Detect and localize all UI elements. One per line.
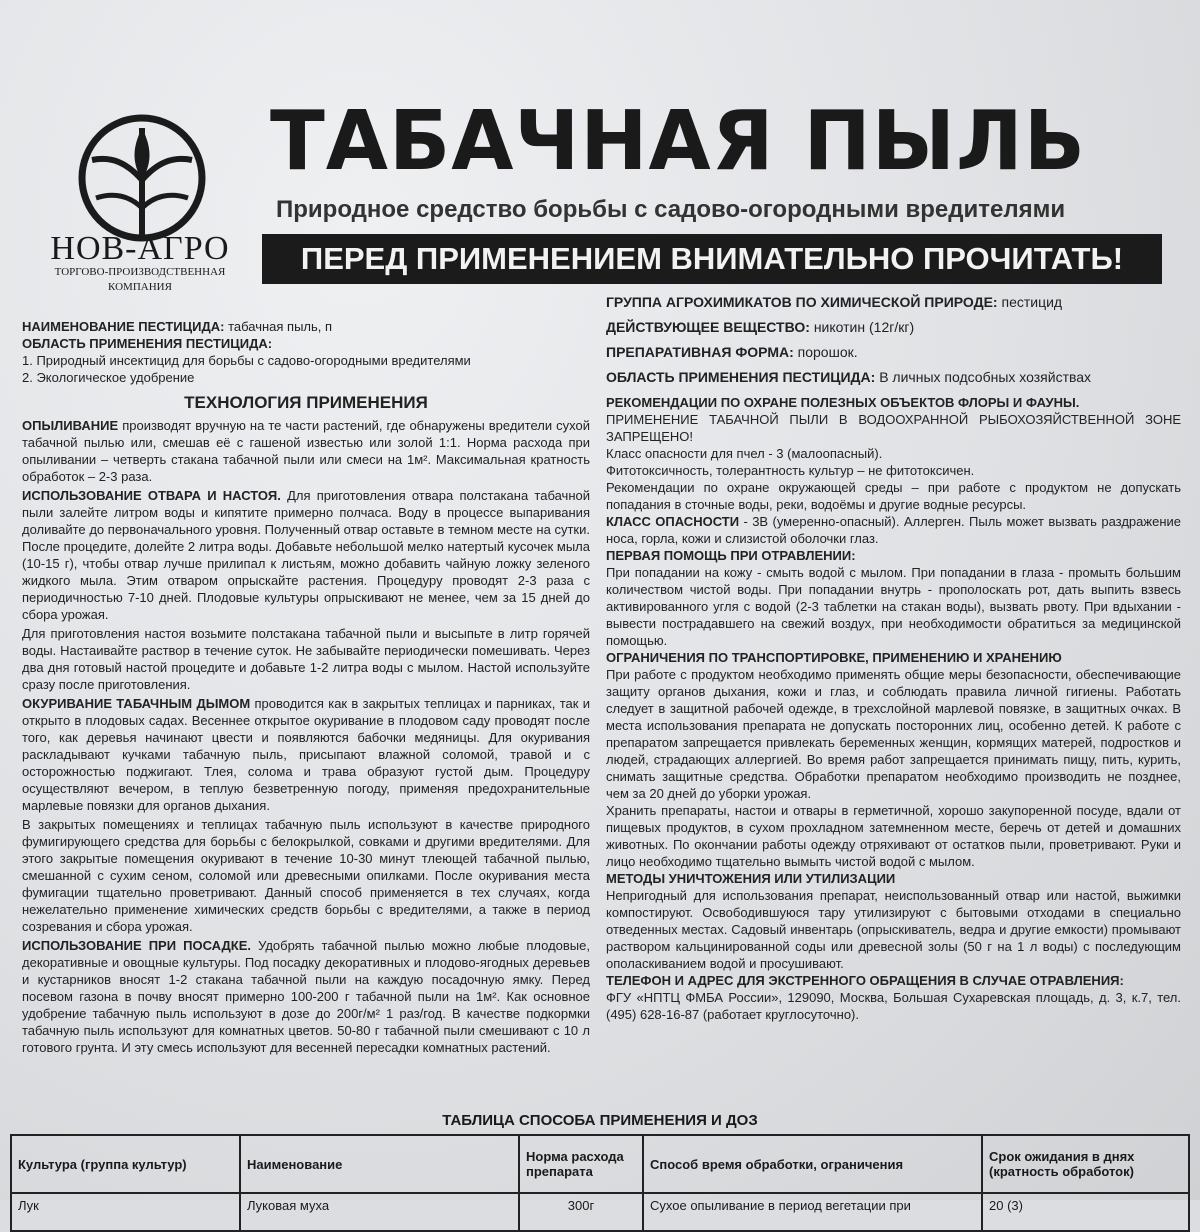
- first-aid-text: При попадании на кожу - смыть водой с мылом. При попадании в глаза - промыть большим количеством чистой воды. При попадании внутрь - прополоскать рот, дать выпить взвесь активированного угля с водой (2-3 таблетки на стакан воды), вызвать рвоту. При вдыхании - вывести пострадавшего на свежий воздух, при необходимости обратиться за медицинской помощью.: [606, 565, 1181, 648]
- table-header-crop: Культура (группа культур): [11, 1135, 240, 1193]
- emergency-contact-label: ТЕЛЕФОН И АДРЕС ДЛЯ ЭКСТРЕННОГО ОБРАЩЕНИЯ В СЛУЧАЕ ОТРАВЛЕНИЯ:: [606, 973, 1124, 988]
- table-header-rate: Норма расхода препарата: [519, 1135, 643, 1193]
- formulation-value: порошок.: [797, 344, 858, 360]
- left-column: [22, 318, 590, 1056]
- fumigation-text: проводится как в закрытых теплицах и парниках, так и открыто в плодовых садах. Весеннее открытое окуривание в плодовом саду проводят после того, как деревья начинают цвести и появляются бабочки медяницы. Для окуривания раскладывают кучками табачную пыль, присыпают влажной соломой, травой и с осторожностью поджигают. Тлея, солома и трава образуют густой дым. Процедуру осуществляют вечером, в теплую безветренную погоду, применяя предохранительные марлевые повязки для органов дыхания.: [22, 696, 590, 813]
- application-area-item-2: 2. Экологическое удобрение: [22, 370, 195, 385]
- application-area-label: ОБЛАСТЬ ПРИМЕНЕНИЯ ПЕСТИЦИДА:: [22, 336, 273, 351]
- dosage-table: [10, 1134, 1190, 1232]
- greenhouse-text: В закрытых помещениях и теплицах табачную пыль используют в качестве природного фумигирующего средства для борьбы с белокрылкой, совками и другими вредителями. Для этого закрытые помещения окуривают в течение 10-30 минут тлеющей табачной пылью, смешанной с сухим сеном, соломой или древесными опилками. После окуривания места фумигации тщательно проветривают. Данный способ применяется в тех случаях, когда нежелательно применение химических средств борьбы с вредителями, а также в период созревания и сбора урожая.: [22, 817, 590, 934]
- table-cell-waiting: 20 (3): [982, 1193, 1189, 1231]
- product-subtitle: Природное средство борьбы с садово-огородными вредителями: [276, 196, 1066, 223]
- first-aid-label: ПЕРВАЯ ПОМОЩЬ ПРИ ОТРАВЛЕНИИ:: [606, 548, 856, 563]
- agrochem-group-label: ГРУППА АГРОХИМИКАТОВ ПО ХИМИЧЕСКОЙ ПРИРОДЕ:: [606, 294, 998, 310]
- pesticide-name-label: НАИМЕНОВАНИЕ ПЕСТИЦИДА:: [22, 319, 225, 334]
- table-cell-method: Сухое опыливание в период вегетации при: [643, 1193, 982, 1231]
- infusion-text: Для приготовления настоя возьмите полстакана табачной пыли и высыпьте в литр горячей воды. Настаивайте раствор в течение суток. Не забывайте периодически помешивать. Через два дня готовый настой процедите и добавьте 1-2 литра воды с мылом. Настой используйте сразу после приготовления.: [22, 626, 590, 692]
- usage-area-label: ОБЛАСТЬ ПРИМЕНЕНИЯ ПЕСТИЦИДА:: [606, 369, 876, 385]
- transport-limits-text: При работе с продуктом необходимо применять общие меры безопасности, обеспечивающие защиту органов дыхания, кожи и глаз, и соблюдать правила личной гигиены. Работать следует в защитной рабочей одежде, в трехслойной марлевой повязке, в защитных очках. В места использования препарата не допускать посторонних лиц, особенно детей. К работе с препаратом запрещается привлекать беременных женщин, кормящих матерей, подростков и людей, страдающих аллергией. Во время работ запрещается принимать пищу, пить, курить, снимать защитные средства. Обработки препаратом необходимо производить не позднее, чем за 20 дней до уборки урожая.: [606, 667, 1181, 801]
- formulation-label: ПРЕПАРАТИВНАЯ ФОРМА:: [606, 344, 794, 360]
- brand-tagline: [30, 265, 250, 295]
- usage-area-value: В личных подсобных хозяйствах: [879, 369, 1092, 385]
- brand-tagline-line2: КОМПАНИЯ: [108, 281, 172, 293]
- brand-name: НОВ-АГРО: [50, 230, 230, 267]
- disposal-text: Непригодный для использования препарат, неиспользованный отвар или настой, выжимки компостируют. Освободившуюся тару утилизируют с бытовыми отходами в специально отведенных местах. Садовый инвентарь (опрыскиватель, ведра и другие емкости) промывают раствором кальцинированной соды или древесной золы (50 г на 1 л воды) с последующим ополаскиванием водой и просушивают.: [606, 888, 1181, 971]
- hazard-class-label: КЛАСС ОПАСНОСТИ: [606, 514, 740, 529]
- table-header-name: Наименование: [240, 1135, 519, 1193]
- active-substance-value: никотин (12г/кг): [813, 319, 915, 335]
- bees-hazard-text: Класс опасности для пчел - 3 (малоопасный).: [606, 446, 883, 461]
- table-row: [11, 1193, 1189, 1231]
- table-cell-name: Луковая муха: [240, 1193, 519, 1231]
- planting-text: Удобрять табачной пылью можно любые плодовые, декоративные и овощные культуры. Под посадку декоративных и плодово-ягодных деревьев и кустарников вносят 1-2 стакана табачной пыли на каждую посадочную ямку. Перед посевом газона в почву вносят примерно 100-200 г табачной пыли на 1м². Как основное удобрение табачную пыль используют в дозе до 200г/м² 1 раз/год. В качестве подкормки табачную пыль используют для комнатных цветов. 50-80 г табачной пыли смешивают с 10 л готового грунта. И эту смесь используют для весенней пересадки комнатных растений.: [22, 938, 590, 1055]
- decoction-label: ИСПОЛЬЗОВАНИЕ ОТВАРА И НАСТОЯ.: [22, 488, 281, 503]
- transport-limits-label: ОГРАНИЧЕНИЯ ПО ТРАНСПОРТИРОВКЕ, ПРИМЕНЕНИЮ И ХРАНЕНИЮ: [606, 650, 1062, 665]
- fumigation-label: ОКУРИВАНИЕ ТАБАЧНЫМ ДЫМОМ: [22, 696, 251, 711]
- hazard-class-text: - 3В (умеренно-опасный). Аллерген. Пыль может вызвать раздражение носа, горла, кожи и слизистой оболочки глаз.: [606, 514, 1181, 546]
- agrochem-group-value: пестицид: [1001, 294, 1063, 310]
- table-cell-crop: Лук: [11, 1193, 240, 1231]
- brand-tagline-line1: ТОРГОВО-ПРОИЗВОДСТВЕННАЯ: [54, 266, 226, 278]
- application-area-item-1: 1. Природный инсектицид для борьбы с садово-огородными вредителями: [22, 353, 471, 368]
- emergency-contact-text: ФГУ «НПТЦ ФМБА России», 129090, Москва, Большая Сухаревская площадь, д. 3, к.7, тел. (495) 628-16-87 (работает круглосуточно).: [606, 990, 1181, 1022]
- table-header-row: [11, 1135, 1189, 1193]
- product-title: ТАБАЧНАЯ ПЫЛЬ: [270, 94, 1086, 189]
- environment-text: Рекомендации по охране окружающей среды – при работе с продуктом не допускать попадания в сточные воды, реки, водоёмы и другие водные ресурсы.: [606, 480, 1181, 512]
- storage-text: Хранить препараты, настои и отвары в герметичной, хорошо закупоренной посуде, вдали от пищевых продуктов, в сухом прохладном затемненном месте, беречь от детей и домашних животных. По окончании работы одежду отряхивают от остатков пыли, проветривают. Руки и лицо необходимо тщательно вымыть чистой водой с мылом.: [606, 803, 1181, 869]
- planting-label: ИСПОЛЬЗОВАНИЕ ПРИ ПОСАДКЕ.: [22, 938, 251, 953]
- table-cell-rate: 300г: [519, 1193, 643, 1231]
- disposal-label: МЕТОДЫ УНИЧТОЖЕНИЯ ИЛИ УТИЛИЗАЦИИ: [606, 871, 896, 886]
- technology-title: ТЕХНОЛОГИЯ ПРИМЕНЕНИЯ: [184, 393, 428, 412]
- leaf-circle-icon: [72, 108, 212, 248]
- active-substance-label: ДЕЙСТВУЮЩЕЕ ВЕЩЕСТВО:: [606, 319, 810, 335]
- flora-fauna-text: ПРИМЕНЕНИЕ ТАБАЧНОЙ ПЫЛИ В ВОДООХРАННОЙ РЫБОХОЗЯЙСТВЕННОЙ ЗОНЕ ЗАПРЕЩЕНО!: [606, 412, 1181, 444]
- dusting-label: ОПЫЛИВАНИЕ: [22, 418, 119, 433]
- table-header-waiting: Срок ожидания в днях (кратность обработок): [982, 1135, 1189, 1193]
- dosage-table-title: ТАБЛИЦА СПОСОБА ПРИМЕНЕНИЯ И ДОЗ: [442, 1112, 758, 1129]
- table-header-method: Способ время обработки, ограничения: [643, 1135, 982, 1193]
- dusting-text: производят вручную на те части растений, где обнаружены вредители сухой табачной пылью или, смешав её с гашеной известью или золой 1:1. Норма расхода при опыливании – четверть стакана табачной пыли или смеси на 1м². Максимальная кратность обработок – 2-3 раза.: [22, 418, 590, 484]
- decoction-text: Для приготовления отвара полстакана табачной пыли залейте литром воды и кипятите примерно полчаса. Воду в процессе выпаривания доливайте до первоначального уровня. Полученный отвар оставьте в темном месте на сутки. После процедите, долейте 2 литра воды. Добавьте небольшой мелко натертый кусочек мыла (10-15 г), чтобы отвар лучше прилипал к листьям, можно добавить чайную ложку зеленого жидкого мыла. Этим отваром опрыскайте растения. Процедуру проводят 2-3 раза с периодичностью 7-10 дней. Плодовые культуры опрыскивают не менее, чем за 15 дней до сбора урожая.: [22, 488, 590, 622]
- right-column: [606, 294, 1181, 1023]
- phytotoxicity-text: Фитотоксичность, толерантность культур – не фитотоксичен.: [606, 463, 975, 478]
- warning-banner: ПЕРЕД ПРИМЕНЕНИЕМ ВНИМАТЕЛЬНО ПРОЧИТАТЬ!: [262, 234, 1162, 284]
- flora-fauna-label: РЕКОМЕНДАЦИИ ПО ОХРАНЕ ПОЛЕЗНЫХ ОБЪЕКТОВ ФЛОРЫ И ФАУНЫ.: [606, 395, 1080, 410]
- pesticide-name-value: табачная пыль, п: [228, 319, 333, 334]
